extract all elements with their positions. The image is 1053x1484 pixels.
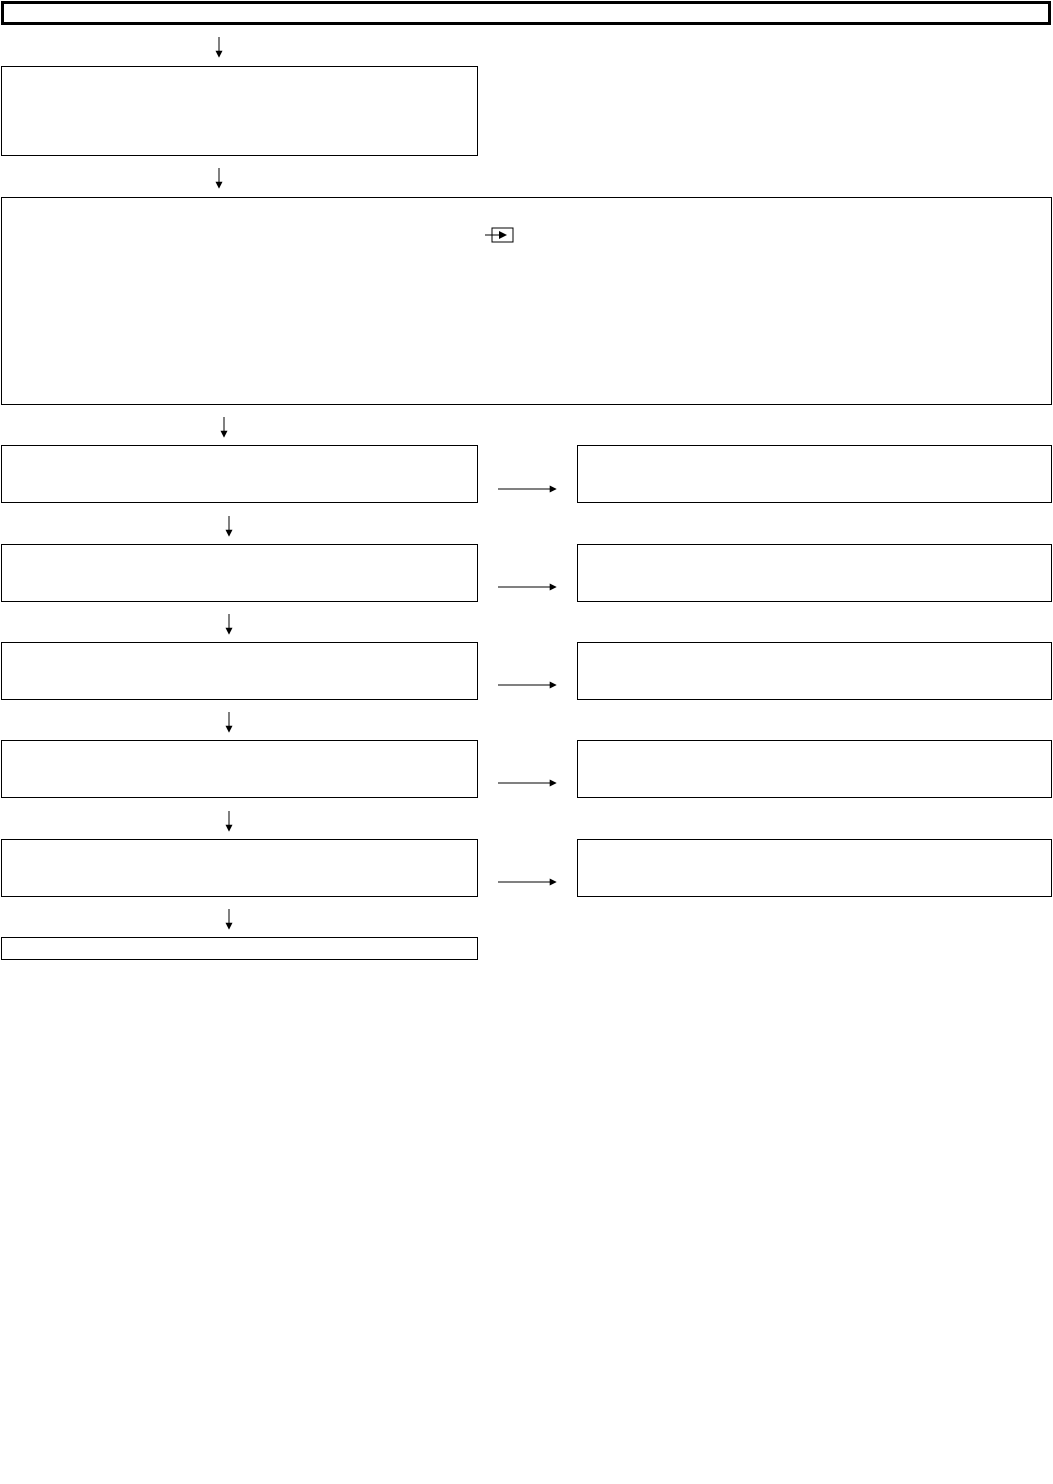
boxed-arrow-icon — [485, 228, 513, 242]
